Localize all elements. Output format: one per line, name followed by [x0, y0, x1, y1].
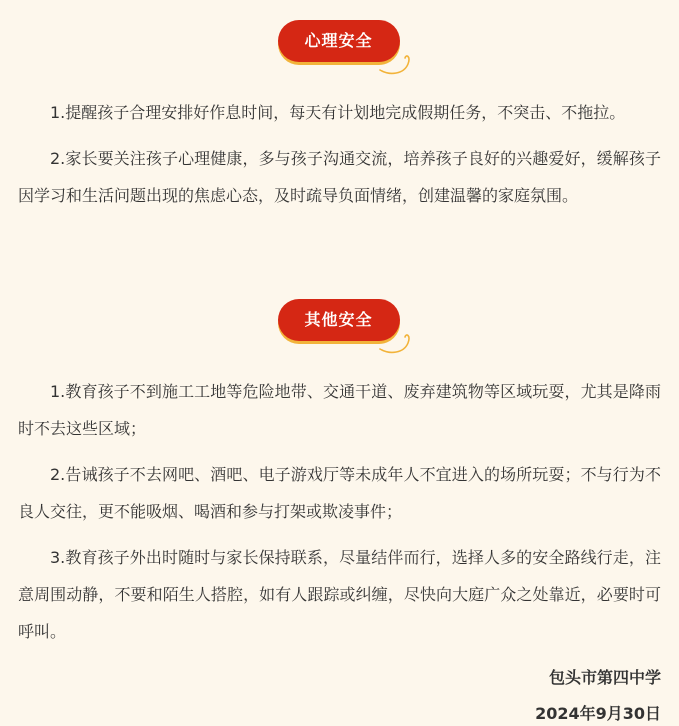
section-title: 其他安全: [278, 299, 400, 341]
section-body: [18, 94, 661, 214]
curl-decoration-icon: [378, 46, 414, 76]
section-other-safety: [18, 299, 661, 659]
paragraph: 1.提醒孩子合理安排好作息时间，每天有计划地完成假期任务，不突击、不拖拉。: [50, 103, 626, 122]
section-body: [18, 373, 661, 650]
paragraph: 2.告诫孩子不去网吧、酒吧、电子游戏厅等未成年人不宜进入的场所玩耍；不与行为不良人交往，更不能吸烟、喝酒和参与打架或欺凌事件；: [18, 465, 661, 521]
paragraph: 1.教育孩子不到施工工地等危险地带、交通干道、废弃建筑物等区域玩耍，尤其是降雨时不去这些区域；: [18, 382, 661, 438]
section-psychological-safety: [18, 20, 661, 223]
paragraph: 2.家长要关注孩子心理健康，多与孩子沟通交流，培养孩子良好的兴趣爱好，缓解孩子因学习和生活问题出现的焦虑心态，及时疏导负面情绪，创建温馨的家庭氛围。: [18, 149, 661, 205]
section-badge: [260, 299, 420, 359]
paragraph: 3.教育孩子外出时随时与家长保持联系，尽量结伴而行，选择人多的安全路线行走，注意周围动静，不要和陌生人搭腔，如有人跟踪或纠缠，尽快向大庭广众之处靠近，必要时可呼叫。: [18, 548, 661, 641]
curl-decoration-icon: [378, 325, 414, 355]
footer-school: 包头市第四中学: [548, 668, 661, 687]
section-badge: [260, 20, 420, 80]
section-title: 心理安全: [278, 20, 400, 62]
footer-date: 2024年9月30日: [535, 704, 661, 723]
